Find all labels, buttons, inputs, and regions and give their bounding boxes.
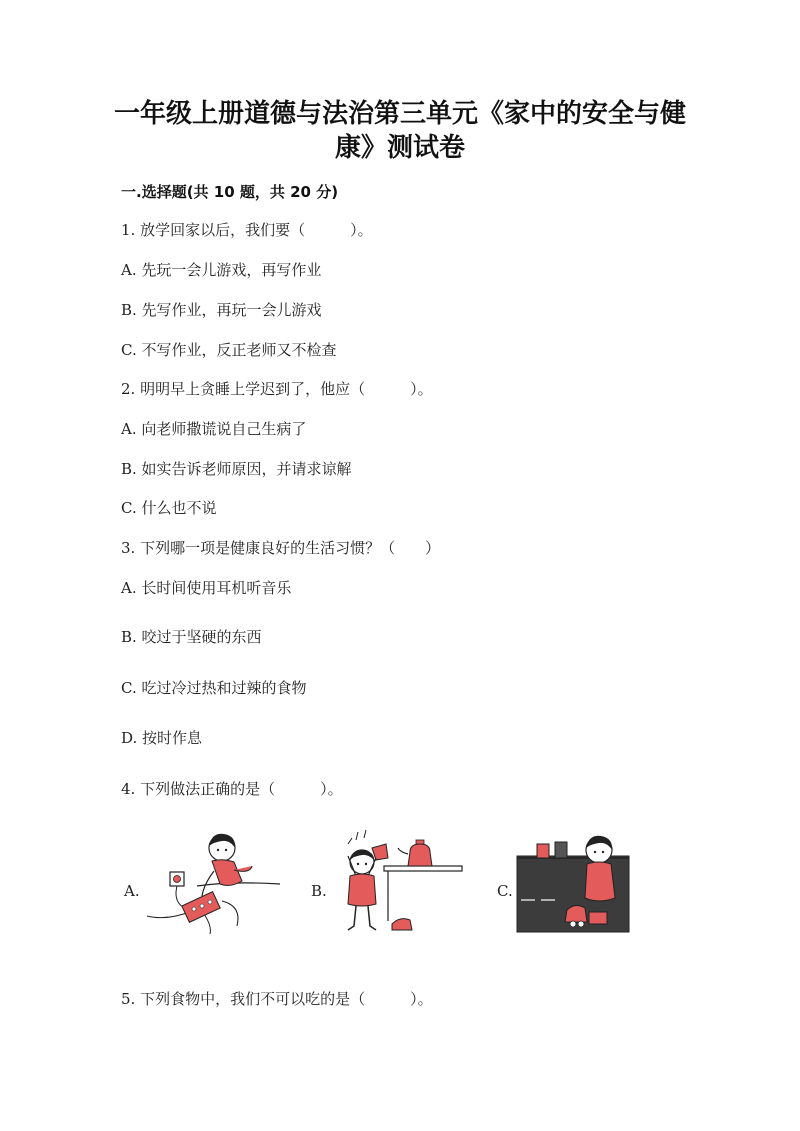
picture-b-label: B. [311,882,327,900]
question-2-stem: 2. 明明早上贪睡上学迟到了，他应（ ）。 [121,380,433,398]
question-3-option-c: C. 吃过冷过热和过辣的食物 [121,679,307,697]
question-3-option-a: A. 长时间使用耳机听音乐 [121,579,292,597]
picture-c-child-tidying-illustration [515,826,631,936]
question-3-option-b: B. 咬过于坚硬的东西 [121,628,262,646]
picture-b-child-kettle-illustration [326,826,464,938]
question-2-option-a: A. 向老师撒谎说自己生病了 [121,420,307,438]
question-2-option-c: C. 什么也不说 [121,499,217,517]
question-1-option-b: B. 先写作业，再玩一会儿游戏 [121,301,322,319]
page-title-line-1: 一年级上册道德与法治第三单元《家中的安全与健 [113,99,686,129]
question-1-stem: 1. 放学回家以后，我们要（ ）。 [121,221,373,239]
question-5-stem: 5. 下列食物中，我们不可以吃的是（ ）。 [121,990,433,1008]
question-1-option-c: C. 不写作业，反正老师又不检查 [121,341,337,359]
question-2-option-b: B. 如实告诉老师原因，并请求谅解 [121,460,352,478]
question-3-stem: 3. 下列哪一项是健康良好的生活习惯？（ ） [121,539,441,557]
picture-a-label: A. [124,882,140,900]
picture-a-child-socket-illustration [142,826,282,936]
section-heading: 一.选择题(共 10 题，共 20 分) [121,183,339,201]
picture-c-label: C. [497,882,513,900]
question-4-stem: 4. 下列做法正确的是（ ）。 [121,780,343,798]
page-title-line-2: 康》测试卷 [334,133,465,163]
question-1-option-a: A. 先玩一会儿游戏，再写作业 [121,261,322,279]
question-3-option-d: D. 按时作息 [121,729,203,747]
